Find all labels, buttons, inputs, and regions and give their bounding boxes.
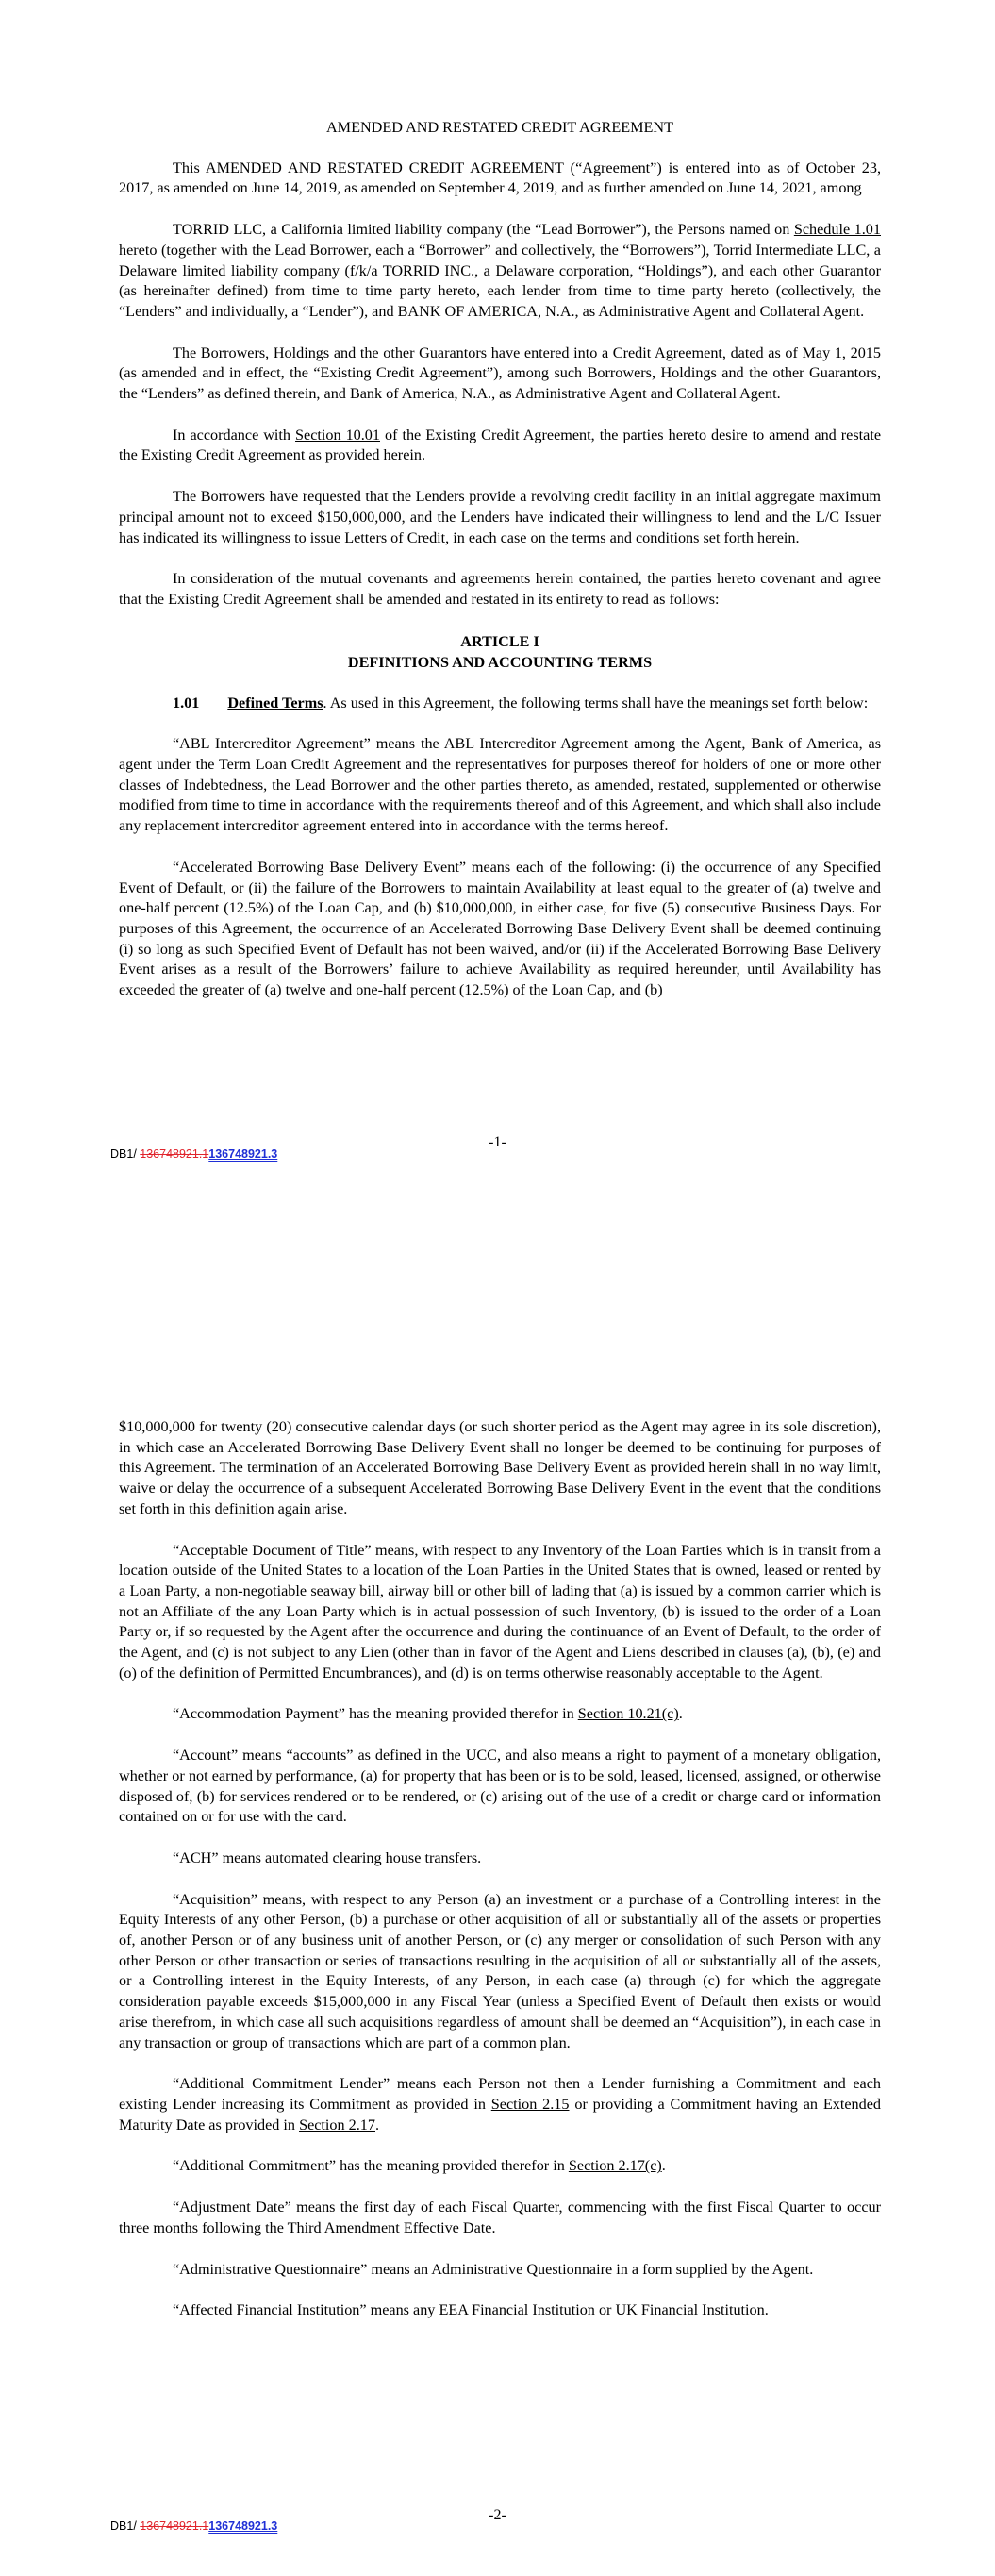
- accordance-text-1: In accordance with: [173, 426, 296, 443]
- document-id-footer-1: [110, 1147, 277, 1161]
- section-heading: Defined Terms: [227, 694, 323, 711]
- additional-lender-text-3: .: [375, 2116, 380, 2133]
- existing-agreement-recital: The Borrowers, Holdings and the other Guarantors have entered into a Credit Agreement, dated as of May 1, 2015 (as amended and in effect, the “Existing Credit Agreement”), among such Borrowers, Holdings and the other Guarantors, the “Lenders” as defined therein, and Bank of America, N.A., as Administrative Agent and Collateral Agent.: [119, 343, 881, 403]
- docid-inserted: 136748921.3: [208, 1147, 278, 1161]
- definition-acquisition: “Acquisition” means, with respect to any Person (a) an investment or a purchase of a Controlling interest in the Equity Interests of any other Person, (b) a purchase or other acquisition of all or substantially all of the assets or properties of, another Person or of any business unit of another Person, or (c) any merger or consolidation of such Person with any other Person or other transaction or series of transactions resulting in the acquisition of all or substantially all of the assets, or a Controlling interest in the Equity Interests, of any Person, in each case (a) through (c) for which the aggregate consideration payable exceeds $15,000,000 in any Fiscal Year (unless a Specified Event of Default then exists or would arise therefrom, in which case all such acquisitions regardless of amount shall be deemed an “Acquisition”), in each case in any transaction or group of transactions which are part of a common plan.: [119, 1890, 881, 2051]
- section-10-01-reference: Section 10.01: [295, 426, 380, 443]
- section-intro-text: . As used in this Agreement, the following terms shall have the meanings set forth below:: [323, 694, 869, 711]
- page-number-2: -2-: [489, 2507, 506, 2523]
- schedule-1-01-reference: Schedule 1.01: [793, 221, 881, 239]
- docid-prefix: DB1/: [110, 2519, 141, 2533]
- section-2-17c-reference: Section 2.17(c): [568, 2157, 662, 2175]
- definition-ach: “ACH” means automated clearing house transfers.: [173, 1848, 482, 1866]
- page-2-body: [119, 1417, 881, 2342]
- definition-abl-intercreditor: “ABL Intercreditor Agreement” means the ABL Intercreditor Agreement among the Agent, Bank of America, as agent under the Term Loan Credit Agreement and the representatives for purposes thereof for holders of one or more other classes of Indebtedness, the Lead Borrower and the other parties thereto, as amended, restated, supplemented or otherwise modified from time to time in accordance with the requirements thereof and of this Agreement, and which shall also include any replacement intercreditor agreement entered into in accordance with the terms hereof.: [119, 735, 881, 835]
- definition-accelerated-borrowing: “Accelerated Borrowing Base Delivery Event” means each of the following: (i) the occurrence of any Specified Event of Default, or (ii) the failure of the Borrowers to maintain Availability at least equal to the greater of (a) twelve and one-half percent (12.5%) of the Loan Cap, and (b) $10,000,000, in either case, for five (5) consecutive Business Days. For purposes of this Agreement, the occurrence of an Accelerated Borrowing Base Delivery Event shall be deemed continuing (i) so long as such Specified Event of Default has not been waived, and/or (ii) if the Accelerated Borrowing Base Delivery Event arises as a result of the Borrowers’ failure to achieve Availability as required hereunder, until Availability has exceeded the greater of (a) twelve and one-half percent (12.5%) of the Loan Cap, and (b): [119, 858, 881, 999]
- definition-administrative-questionnaire: “Administrative Questionnaire” means an Administrative Questionnaire in a form supplied by the Agent.: [173, 2260, 814, 2278]
- definition-accommodation-payment: [119, 1704, 881, 1725]
- additional-lender-text-2: or providing a Commitment having an Extended Maturity Date as provided in: [119, 2095, 881, 2133]
- parties-text-1: TORRID LLC, a California limited liability company (the “Lead Borrower”), the Persons named on: [173, 221, 794, 239]
- definition-additional-commitment-lender: [119, 2074, 881, 2135]
- accommodation-text-2: .: [678, 1705, 683, 1723]
- section-10-21c-reference: Section 10.21(c): [577, 1705, 679, 1723]
- parties-paragraph: [119, 220, 881, 323]
- docid-deleted: 136748921.1: [140, 2519, 209, 2533]
- definition-acceptable-document-of-title: “Acceptable Document of Title” means, with respect to any Inventory of the Loan Parties which is in transit from a location outside of the United States to a location of the Loan Parties in the United States that is owned, leased or rented by a Loan Party, a non-negotiable seaway bill, airway bill or other bill of lading that (a) is issued by a common carrier which is not an Affiliate of the any Loan Party which is in actual possession of such Inventory, (b) is issued to the order of a Loan Party or, if so requested by the Agent after the occurrence and during the continuance of an Event of Default, to the order of the Agent, and (c) is not subject to any Lien (other than in favor of the Agent and Liens described in clauses (a), (b), (e) and (o) of the definition of Permitted Encumbrances), and (d) is on terms otherwise reasonably acceptable to the Agent.: [119, 1541, 881, 1681]
- article-title: DEFINITIONS AND ACCOUNTING TERMS: [347, 653, 653, 671]
- docid-inserted: 136748921.3: [208, 2519, 278, 2533]
- document-page-2: [0, 1406, 995, 2576]
- document-id-footer-2: [110, 2519, 277, 2533]
- article-heading: [119, 631, 881, 673]
- parties-text-2: hereto (together with the Lead Borrower, each a “Borrower” and collectively, the “Borrowers”), Torrid Intermediate LLC, a Delaware limited liability company (f/k/a TORRID INC., a Delaware corporation, “Holdings”), and each other Guarantor (as hereinafter defined) from time to time party hereto, each lender from time to time party hereto (collectively, the “Lenders” and individually, a “Lender”), and BANK OF AMERICA, N.A., as Administrative Agent and Collateral Agent.: [119, 241, 881, 320]
- accordance-text-2: of the Existing Credit Agreement, the parties hereto desire to amend and restate the Existing Credit Agreement as provided herein.: [119, 426, 881, 464]
- docid-prefix: DB1/: [110, 1147, 141, 1161]
- definition-adjustment-date: “Adjustment Date” means the first day of each Fiscal Quarter, commencing with the first Fiscal Quarter to occur three months following the Third Amendment Effective Date.: [119, 2199, 881, 2236]
- page-1-body: [119, 118, 881, 1001]
- document-page-1: [0, 0, 995, 1227]
- definition-affected-financial-institution: “Affected Financial Institution” means any EEA Financial Institution or UK Financial Institution.: [173, 2301, 769, 2319]
- section-2-17-reference: Section 2.17: [299, 2116, 375, 2133]
- additional-commitment-text-2: .: [661, 2157, 666, 2175]
- section-2-15-reference: Section 2.15: [490, 2095, 570, 2113]
- intro-paragraph: This AMENDED AND RESTATED CREDIT AGREEMENT (“Agreement”) is entered into as of October 23, 2017, as amended on June 14, 2019, as amended on September 4, 2019, and as further amended on June 14, 2021, among: [119, 159, 881, 197]
- page-number-1: -1-: [489, 1134, 506, 1150]
- document-title: AMENDED AND RESTATED CREDIT AGREEMENT: [325, 119, 673, 136]
- definition-additional-commitment: [119, 2156, 881, 2177]
- accelerated-borrowing-continuation: $10,000,000 for twenty (20) consecutive calendar days (or such shorter period as the Agent may agree in its sole discretion), in which case an Accelerated Borrowing Base Delivery Event shall no longer be deemed to be continuing for purposes of this Agreement. The termination of an Accelerated Borrowing Base Delivery Event as provided herein shall in no way limit, waive or delay the occurrence of a subsequent Accelerated Borrowing Base Delivery Event in the event that the conditions set forth in this definition again arise.: [119, 1418, 881, 1517]
- definition-account: “Account” means “accounts” as defined in the UCC, and also means a right to payment of a monetary obligation, whether or not earned by performance, (a) for property that has been or is to be sold, leased, licensed, assigned, or otherwise disposed of, (b) for services rendered or to be rendered, or (c) arising out of the use of a credit or charge card or information contained on or for use with the card.: [119, 1747, 881, 1826]
- docid-deleted: 136748921.1: [140, 1147, 209, 1161]
- section-1-01-intro: [119, 694, 881, 714]
- additional-commitment-text-1: “Additional Commitment” has the meaning provided therefor in: [173, 2157, 569, 2175]
- consideration-paragraph: In consideration of the mutual covenants and agreements herein contained, the parties hereto covenant and agree that the Existing Credit Agreement shall be amended and restated in its entirety to read as follows:: [119, 570, 881, 608]
- additional-lender-text-1: “Additional Commitment Lender” means each Person not then a Lender furnishing a Commitment and each existing Lender increasing its Commitment as provided in: [119, 2075, 881, 2113]
- article-number: ARTICLE I: [460, 632, 539, 650]
- section-number: 1.01: [173, 694, 200, 711]
- accommodation-text-1: “Accommodation Payment” has the meaning provided therefor in: [173, 1705, 578, 1723]
- credit-facility-request-recital: The Borrowers have requested that the Lenders provide a revolving credit facility in an initial aggregate maximum principal amount not to exceed $150,000,000, and the Lenders have indicated their willingness to lend and the L/C Issuer has indicated its willingness to issue Letters of Credit, in each case on the terms and conditions set forth herein.: [119, 488, 881, 546]
- accordance-recital: [119, 426, 881, 466]
